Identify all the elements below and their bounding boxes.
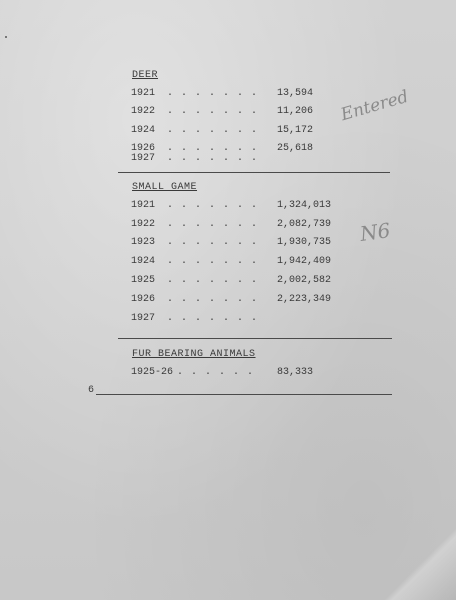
- deer-row: [131, 88, 313, 99]
- section-divider: [118, 338, 392, 339]
- margin-number: 6: [88, 385, 95, 396]
- deer-row: [131, 153, 277, 164]
- row-value: 2,223,349: [277, 294, 332, 305]
- row-value: 13,594: [277, 88, 314, 99]
- row-year: 1926: [131, 143, 156, 154]
- row-value: 2,002,582: [277, 275, 332, 286]
- row-year: 1925: [131, 275, 156, 286]
- row-year: 1922: [131, 219, 156, 230]
- row-leader-dots: . . . . . . .: [167, 125, 259, 136]
- row-leader-dots: . . . . . . .: [167, 153, 259, 164]
- fur-row: [131, 367, 313, 378]
- row-year: 1921: [131, 200, 156, 211]
- row-year: 1925-26: [131, 367, 174, 378]
- row-value: 2,082,739: [277, 219, 332, 230]
- small-game-row: [131, 294, 331, 305]
- section-divider: [118, 172, 390, 173]
- row-leader-dots: . . . . . . .: [167, 294, 259, 305]
- small-game-row: [131, 200, 331, 211]
- row-value: 1,324,013: [277, 200, 332, 211]
- small-game-row: [131, 313, 277, 324]
- small-game-row: [131, 256, 331, 267]
- page-speck: [5, 36, 7, 38]
- row-leader-dots: . . . . . . .: [167, 88, 259, 99]
- section-divider: [96, 394, 392, 395]
- paper-crease: [376, 520, 456, 600]
- row-value: 15,172: [277, 125, 314, 136]
- row-year: 1921: [131, 88, 156, 99]
- row-value: 11,206: [277, 106, 314, 117]
- small-game-heading: SMALL GAME: [132, 182, 198, 193]
- row-leader-dots: . . . . . . .: [167, 313, 259, 324]
- row-value: 83,333: [277, 367, 314, 378]
- row-year: 1926: [131, 294, 156, 305]
- row-year: 1923: [131, 237, 156, 248]
- row-leader-dots: . . . . . . .: [167, 275, 259, 286]
- show-through-text: [40, 20, 340, 54]
- row-leader-dots: . . . . . . .: [167, 106, 259, 117]
- small-game-row: [131, 275, 331, 286]
- row-leader-dots: . . . . . . .: [167, 219, 259, 230]
- row-leader-dots: . . . . . . .: [167, 237, 259, 248]
- handwritten-n6-mark: N6: [358, 218, 392, 246]
- row-leader-dots: . . . . . . .: [167, 256, 259, 267]
- row-year: 1922: [131, 106, 156, 117]
- row-value: 1,930,735: [277, 237, 332, 248]
- row-value: 1,942,409: [277, 256, 332, 267]
- row-year: 1924: [131, 256, 156, 267]
- deer-row: [131, 106, 313, 117]
- handwritten-entered-note: Entered: [338, 86, 411, 126]
- deer-heading: DEER: [132, 70, 159, 81]
- small-game-row: [131, 219, 331, 230]
- row-value: 25,618: [277, 143, 314, 154]
- small-game-row: [131, 237, 331, 248]
- row-leader-dots: . . . . . . .: [167, 143, 259, 154]
- row-year: 1927: [131, 313, 156, 324]
- row-leader-dots: . . . . . . .: [167, 200, 259, 211]
- deer-row: [131, 125, 313, 136]
- fur-bearing-heading: FUR BEARING ANIMALS: [132, 349, 256, 360]
- row-leader-dots: . . . . . .: [177, 367, 255, 378]
- row-year: 1924: [131, 125, 156, 136]
- row-year: 1927: [131, 153, 156, 164]
